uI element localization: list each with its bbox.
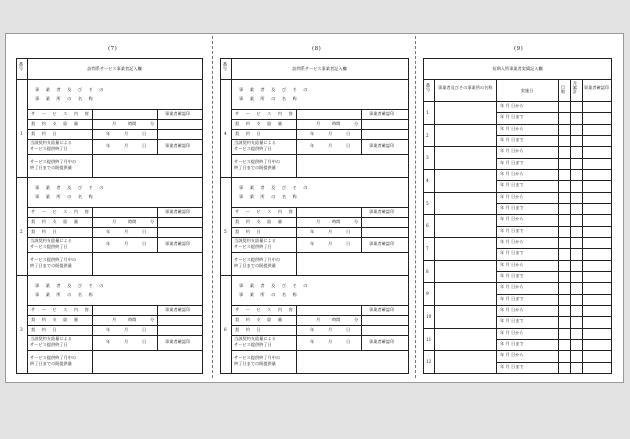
office-name-label: 事 業 所 の 名 称 bbox=[239, 194, 300, 199]
entry-number: 3 bbox=[20, 327, 23, 332]
entry-number: 3 bbox=[426, 155, 429, 161]
month-label: 月 bbox=[124, 143, 129, 148]
office-name-label: 事 業 所 の 名 称 bbox=[239, 292, 300, 297]
page-number: (8) bbox=[312, 46, 322, 52]
entry-number: 2 bbox=[20, 229, 23, 234]
date-to-label: 年 月 日まで bbox=[500, 273, 524, 278]
year-label: 年 bbox=[106, 131, 111, 136]
confirm-stamp-label: 事業者確認印 bbox=[369, 111, 395, 116]
rule-line bbox=[424, 101, 611, 102]
rule-line bbox=[424, 305, 611, 306]
rule-line bbox=[221, 275, 408, 276]
used-amount-label: 終了日までの既提供量 bbox=[234, 263, 276, 268]
rule-line bbox=[424, 260, 611, 261]
rule-line bbox=[231, 154, 408, 155]
confirm-stamp-label: 事業者確認印 bbox=[165, 209, 191, 214]
day-label: 日 bbox=[142, 241, 147, 246]
monthly-total-column-header: 月累計 bbox=[573, 81, 578, 94]
month-label: 月 bbox=[328, 131, 333, 136]
rule-line bbox=[92, 109, 93, 177]
rule-line bbox=[27, 109, 202, 110]
date-from-label: 年 月 日から bbox=[500, 148, 524, 154]
rule-line bbox=[27, 325, 202, 326]
entry-number: 4 bbox=[224, 131, 227, 136]
rule-line bbox=[27, 207, 202, 208]
rule-line bbox=[17, 177, 202, 178]
date-to-label: 年 月 日まで bbox=[500, 227, 524, 233]
entry-number: 7 bbox=[426, 245, 429, 251]
hours-label: 時間 bbox=[128, 121, 137, 126]
rule-line bbox=[496, 362, 611, 363]
rule-line bbox=[231, 207, 408, 208]
minutes-label: 分 bbox=[150, 317, 155, 322]
year-label: 年 bbox=[310, 143, 315, 148]
contract-date-label: 契 約 日 bbox=[235, 229, 264, 234]
month-label: 月 bbox=[124, 131, 129, 136]
contract-note-label: 当該契約支給量による bbox=[234, 140, 276, 145]
day-label: 日 bbox=[142, 327, 147, 332]
day-label: 日 bbox=[142, 143, 147, 148]
date-from-label: 年 月 日から bbox=[500, 125, 524, 131]
month-label: 月 bbox=[316, 121, 321, 126]
used-amount-label: サービス提供終了月中の bbox=[30, 355, 77, 360]
year-label: 年 bbox=[106, 229, 111, 234]
hours-label: 時間 bbox=[128, 219, 137, 224]
rule-line bbox=[296, 109, 297, 177]
page-number: (9) bbox=[514, 46, 524, 52]
rule-line bbox=[27, 129, 202, 130]
contract-amount-label: 契 約 支 給 量 bbox=[31, 121, 81, 126]
office-name-label: 事 業 者 及 び そ の bbox=[239, 185, 311, 190]
confirm-column-header: 事業者確認印 bbox=[583, 85, 610, 90]
rule-line bbox=[27, 154, 202, 155]
rule-line bbox=[157, 305, 158, 350]
date-from-label: 年 月 日から bbox=[500, 103, 524, 108]
contract-date-label: 契 約 日 bbox=[31, 131, 60, 136]
rule-line bbox=[17, 275, 202, 276]
number-header: 番号 bbox=[223, 62, 228, 71]
rule-line bbox=[231, 325, 408, 326]
month-label: 月 bbox=[124, 327, 129, 332]
contract-note-label: 当該契約支給量による bbox=[30, 238, 72, 243]
date-to-label: 年 月 日まで bbox=[500, 205, 524, 210]
rule-line bbox=[231, 129, 408, 130]
rule-line bbox=[496, 203, 611, 204]
used-amount-label: サービス提供終了月中の bbox=[30, 257, 77, 262]
contract-amount-label: 契 約 支 給 量 bbox=[31, 219, 81, 224]
rule-line bbox=[27, 305, 202, 306]
rule-line bbox=[27, 252, 202, 253]
rule-line bbox=[92, 305, 93, 373]
day-label: 日 bbox=[346, 229, 351, 234]
rule-line bbox=[231, 350, 408, 351]
rule-line bbox=[361, 109, 362, 154]
year-label: 年 bbox=[310, 327, 315, 332]
year-label: 年 bbox=[106, 241, 111, 246]
day-label: 日 bbox=[346, 241, 351, 246]
entry-number: 1 bbox=[20, 131, 23, 136]
used-amount-label: サービス提供終了月中の bbox=[30, 159, 77, 164]
office-name-label: 事 業 者 及 び そ の bbox=[35, 283, 107, 288]
rule-line bbox=[496, 294, 611, 295]
day-label: 日 bbox=[142, 339, 147, 344]
office-name-label: 事 業 者 及 び そ の bbox=[35, 185, 107, 190]
contract-amount-label: 契 約 支 給 量 bbox=[235, 317, 285, 322]
year-label: 年 bbox=[106, 143, 111, 148]
date-from-label: 年 月 日から bbox=[500, 193, 524, 199]
day-label: 日 bbox=[346, 339, 351, 344]
entry-number: 10 bbox=[426, 313, 432, 319]
contract-date-label: 契 約 日 bbox=[235, 327, 264, 332]
used-amount-label: サービス提供終了月中の bbox=[234, 257, 281, 262]
hours-label: 時間 bbox=[332, 317, 341, 322]
service-label: サ ー ビ ス 内 容 bbox=[31, 209, 92, 214]
confirm-stamp-label: 事業者確認印 bbox=[165, 339, 191, 344]
rule-line bbox=[27, 227, 202, 228]
entry-number: 6 bbox=[426, 223, 429, 229]
rule-line bbox=[92, 207, 93, 275]
contract-amount-label: 契 約 支 給 量 bbox=[31, 317, 81, 322]
day-label: 日 bbox=[142, 229, 147, 234]
used-amount-label: サービス提供終了月中の bbox=[234, 355, 281, 360]
minutes-label: 分 bbox=[354, 317, 359, 322]
page-number: (7) bbox=[108, 46, 118, 52]
month-label: 月 bbox=[328, 339, 333, 344]
rule-line bbox=[496, 271, 611, 272]
number-header: 番号 bbox=[426, 83, 431, 92]
date-to-label: 年 月 日まで bbox=[500, 341, 524, 346]
entry-number: 12 bbox=[426, 359, 432, 365]
rule-line bbox=[27, 350, 202, 351]
used-amount-label: 終了日までの既提供量 bbox=[30, 361, 72, 366]
office-name-label: 事 業 所 の 名 称 bbox=[35, 194, 96, 199]
contract-amount-label: 契 約 支 給 量 bbox=[235, 121, 285, 126]
confirm-stamp-label: 事業者確認印 bbox=[369, 241, 395, 246]
used-amount-label: 終了日までの既提供量 bbox=[30, 263, 72, 268]
contract-date-label: 契 約 日 bbox=[235, 131, 264, 136]
contract-note-label: 当該契約支給量による bbox=[234, 238, 276, 243]
panel-title: 訪問系サービス事業者記入欄 bbox=[292, 66, 347, 71]
minutes-label: 分 bbox=[354, 219, 359, 224]
entry-number: 2 bbox=[426, 132, 429, 138]
confirm-stamp-label: 事業者確認印 bbox=[369, 307, 395, 312]
date-from-label: 年 月 日から bbox=[500, 239, 524, 244]
entry-number: 6 bbox=[224, 327, 227, 332]
month-label: 月 bbox=[124, 241, 129, 246]
service-label: サ ー ビ ス 内 容 bbox=[31, 307, 92, 312]
year-label: 年 bbox=[310, 241, 315, 246]
hours-label: 時間 bbox=[128, 317, 137, 322]
rule-line bbox=[157, 207, 158, 252]
rule-line bbox=[231, 227, 408, 228]
month-label: 月 bbox=[316, 219, 321, 224]
fold-line bbox=[415, 36, 416, 378]
rule-line bbox=[221, 79, 408, 80]
confirm-stamp-label: 事業者確認印 bbox=[369, 339, 395, 344]
rule-line bbox=[231, 315, 408, 316]
rule-line bbox=[424, 328, 611, 329]
date-to-label: 年 月 日まで bbox=[500, 363, 524, 369]
minutes-label: 分 bbox=[354, 121, 359, 126]
month-label: 月 bbox=[328, 241, 333, 246]
date-from-label: 年 月 日から bbox=[500, 216, 524, 222]
days-column-header: 日数 bbox=[561, 85, 566, 94]
rule-line bbox=[296, 207, 297, 275]
entry-number: 4 bbox=[426, 177, 429, 183]
day-label: 日 bbox=[142, 131, 147, 136]
visit-service-panel-8 bbox=[220, 58, 409, 374]
date-to-label: 年 月 日まで bbox=[500, 114, 524, 120]
entry-number: 5 bbox=[224, 229, 227, 234]
used-amount-label: 終了日までの既提供量 bbox=[234, 361, 276, 366]
short-stay-panel-9 bbox=[423, 58, 612, 374]
month-label: 月 bbox=[328, 143, 333, 148]
office-name-label: 事 業 所 の 名 称 bbox=[239, 96, 300, 101]
date-from-label: 年 月 日から bbox=[500, 307, 524, 312]
used-amount-label: サービス提供終了月中の bbox=[234, 159, 281, 164]
date-to-label: 年 月 日まで bbox=[500, 137, 524, 142]
office-name-label: 事 業 所 の 名 称 bbox=[35, 96, 96, 101]
rule-line bbox=[231, 305, 408, 306]
rule-line bbox=[424, 169, 611, 170]
rule-line bbox=[231, 109, 408, 110]
month-label: 月 bbox=[124, 229, 129, 234]
year-label: 年 bbox=[106, 339, 111, 344]
entry-number: 8 bbox=[426, 268, 429, 274]
date-from-label: 年 月 日から bbox=[500, 261, 524, 267]
used-amount-label: 終了日までの既提供量 bbox=[234, 165, 276, 170]
date-from-label: 年 月 日から bbox=[500, 352, 524, 358]
contract-note-label: サービス提供終了日 bbox=[234, 244, 272, 249]
date-column-header: 実施日 bbox=[520, 88, 534, 93]
contract-amount-label: 契 約 支 給 量 bbox=[235, 219, 285, 224]
date-to-label: 年 月 日まで bbox=[500, 250, 524, 256]
day-label: 日 bbox=[346, 131, 351, 136]
rule-line bbox=[361, 305, 362, 350]
rule-line bbox=[231, 217, 408, 218]
contract-note-label: サービス提供終了日 bbox=[234, 342, 272, 347]
rule-line bbox=[496, 226, 611, 227]
service-label: サ ー ビ ス 内 容 bbox=[235, 111, 296, 116]
entry-number: 1 bbox=[426, 109, 429, 115]
confirm-stamp-label: 事業者確認印 bbox=[369, 209, 395, 214]
entry-number: 5 bbox=[426, 200, 429, 206]
date-from-label: 年 月 日から bbox=[500, 171, 524, 176]
rule-line bbox=[221, 177, 408, 178]
hours-label: 時間 bbox=[332, 219, 341, 224]
day-label: 日 bbox=[346, 327, 351, 332]
day-label: 日 bbox=[346, 143, 351, 148]
rule-line bbox=[361, 207, 362, 252]
month-label: 月 bbox=[316, 317, 321, 322]
name-column-header: 事業者及びその事業所の名称 bbox=[438, 85, 493, 90]
contract-date-label: 契 約 日 bbox=[31, 229, 60, 234]
contract-note-label: サービス提供終了日 bbox=[30, 146, 68, 151]
rule-line bbox=[17, 79, 202, 80]
rule-line bbox=[231, 252, 408, 253]
year-label: 年 bbox=[310, 131, 315, 136]
rule-line bbox=[27, 315, 202, 316]
rule-line bbox=[424, 192, 611, 193]
office-name-label: 事 業 者 及 び そ の bbox=[239, 283, 311, 288]
number-header: 番号 bbox=[19, 62, 24, 71]
minutes-label: 分 bbox=[150, 121, 155, 126]
service-label: サ ー ビ ス 内 容 bbox=[235, 209, 296, 214]
date-from-label: 年 月 日から bbox=[500, 329, 524, 335]
visit-service-panel-7 bbox=[16, 58, 203, 374]
rule-line bbox=[157, 109, 158, 154]
confirm-stamp-label: 事業者確認印 bbox=[165, 143, 191, 148]
rule-line bbox=[27, 119, 202, 120]
confirm-stamp-label: 事業者確認印 bbox=[369, 143, 395, 148]
panel-title: 短期入所事業者実績記入欄 bbox=[492, 66, 543, 71]
rule-line bbox=[496, 158, 611, 159]
date-to-label: 年 月 日まで bbox=[500, 182, 524, 188]
rule-line bbox=[496, 339, 611, 340]
rule-line bbox=[424, 237, 611, 238]
office-name-label: 事 業 所 の 名 称 bbox=[35, 292, 96, 297]
date-to-label: 年 月 日まで bbox=[500, 159, 524, 165]
date-to-label: 年 月 日まで bbox=[500, 295, 524, 301]
minutes-label: 分 bbox=[150, 219, 155, 224]
month-label: 月 bbox=[112, 121, 117, 126]
office-name-label: 事 業 者 及 び そ の bbox=[239, 87, 311, 92]
service-label: サ ー ビ ス 内 容 bbox=[235, 307, 296, 312]
fold-line bbox=[212, 36, 213, 378]
year-label: 年 bbox=[106, 327, 111, 332]
contract-note-label: サービス提供終了日 bbox=[30, 244, 68, 249]
month-label: 月 bbox=[124, 339, 129, 344]
contract-note-label: サービス提供終了日 bbox=[234, 146, 272, 151]
year-label: 年 bbox=[310, 339, 315, 344]
hours-label: 時間 bbox=[332, 121, 341, 126]
contract-date-label: 契 約 日 bbox=[31, 327, 60, 332]
contract-note-label: 当該契約支給量による bbox=[30, 140, 72, 145]
contract-note-label: 当該契約支給量による bbox=[234, 336, 276, 341]
rule-line bbox=[27, 217, 202, 218]
date-to-label: 年 月 日まで bbox=[500, 318, 524, 324]
confirm-stamp-label: 事業者確認印 bbox=[165, 111, 191, 116]
rule-line bbox=[231, 119, 408, 120]
month-label: 月 bbox=[112, 317, 117, 322]
contract-note-label: 当該契約支給量による bbox=[30, 336, 72, 341]
year-label: 年 bbox=[310, 229, 315, 234]
month-label: 月 bbox=[328, 229, 333, 234]
date-from-label: 年 月 日から bbox=[500, 284, 524, 290]
rule-line bbox=[496, 135, 611, 136]
panel-title: 訪問系サービス事業者記入欄 bbox=[87, 66, 142, 71]
month-label: 月 bbox=[328, 327, 333, 332]
entry-number: 11 bbox=[426, 336, 432, 342]
service-label: サ ー ビ ス 内 容 bbox=[31, 111, 92, 116]
office-name-label: 事 業 者 及 び そ の bbox=[35, 87, 107, 92]
entry-number: 9 bbox=[426, 291, 429, 297]
rule-line bbox=[296, 305, 297, 373]
rule-line bbox=[424, 124, 611, 125]
confirm-stamp-label: 事業者確認印 bbox=[165, 307, 191, 312]
month-label: 月 bbox=[112, 219, 117, 224]
confirm-stamp-label: 事業者確認印 bbox=[165, 241, 191, 246]
contract-note-label: サービス提供終了日 bbox=[30, 342, 68, 347]
used-amount-label: 終了日までの既提供量 bbox=[30, 165, 72, 170]
